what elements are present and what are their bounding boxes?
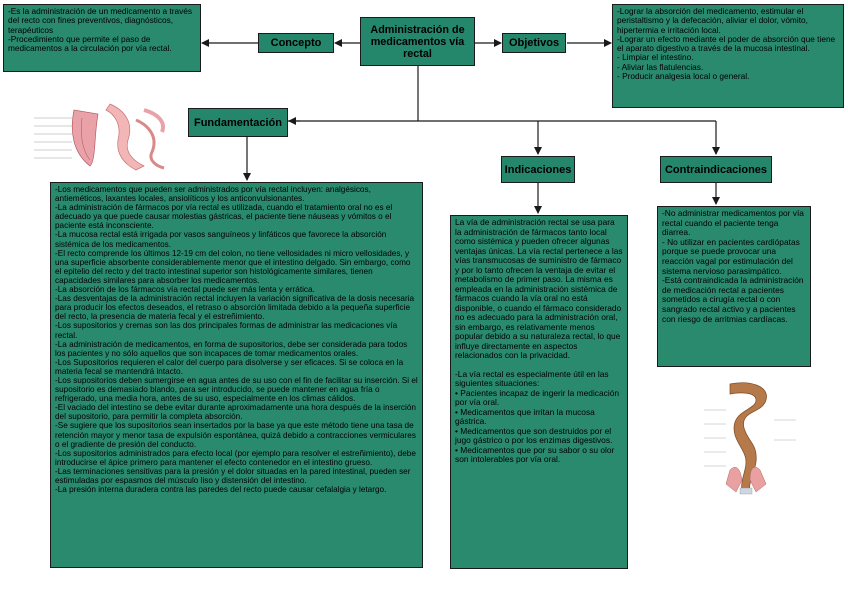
- contraindicaciones-line: -Está contraindicada la administración de medicación rectal a pacientes sometidos a cirugía rectal o con sangrado rectal activo y a pacientes con riesgo de arritmias cardíacas.: [662, 275, 804, 324]
- contraindicaciones-text-box: [657, 206, 811, 367]
- fundamentacion-line: -Las terminaciones sensitivas para la presión y el dolor situadas en la pared intestinal, pueden ser estimuladas por espasmos del músculo liso y distensión del intestino.: [55, 466, 411, 485]
- objetivos-label: Objetivos: [508, 37, 560, 49]
- indicaciones-line: • Medicamentos que irritan la mucosa gástrica.: [455, 406, 595, 426]
- indicaciones-text-box: [450, 215, 628, 569]
- indicaciones-line: -La vía rectal es especialmente útil en las siguientes situaciones:: [455, 368, 609, 388]
- objetivos-line: -Lograr la absorción del medicamento, estimular el peristaltismo y la defecación, aliviar el dolor, vómito, hipertermia e irritación local.: [617, 6, 808, 35]
- concepto-node: [258, 33, 334, 53]
- concepto-line: -Procedimiento que permite el paso de medicamentos a la circulación por vía rectal.: [8, 33, 172, 54]
- indicaciones-line: • Medicamentos que son destruidos por el jugo gástrico o por los enzimas digestivos.: [455, 425, 613, 445]
- concepto-line: -Es la administración de un medicamento a través del recto con fines preventivos, diagnósticos, terapéuticos: [8, 6, 193, 35]
- contraindicaciones-line: -No administrar medicamentos por vía rectal cuando el paciente tenga diarrea.: [662, 208, 804, 238]
- objetivos-line: - Limpiar el intestino.: [617, 52, 694, 63]
- fundamentacion-line: -Los supositorios administrados para efecto local (por ejemplo para resolver el estreñimiento), debe introducirse el ápice primero para mantener el efecto contenedor en el intestino grueso.: [55, 448, 416, 467]
- fundamentacion-line: -La administración de medicamentos, en forma de supositorios, debe ser considerada para todos los pacientes y no sólo aquellos que son incapaces de tomar medicamentos orales.: [55, 339, 408, 358]
- fundamentacion-line: -Las desventajas de la administración rectal incluyen la variación significativa de la dosis necesaria para producir los efectos deseados, el retraso o absorción limitada debido a la pequeña superficie del recto, la presencia de materia fecal y el estreñimiento.: [55, 294, 415, 322]
- fundamentacion-line: -Los Supositorios requieren el calor del cuerpo para disolverse y ser eficaces. Si se coloca en la materia fecal se mantendrá intacto.: [55, 357, 404, 376]
- contraindicaciones-node: [660, 156, 772, 183]
- rectum-anatomy-illustration: [32, 100, 182, 172]
- indicaciones-line: • Medicamentos que por su sabor o su olor son intolerables por vía oral.: [455, 444, 615, 464]
- indicaciones-line: • Pacientes incapaz de ingerir la medicación por vía oral.: [455, 387, 620, 407]
- objetivos-line: -Lograr un efecto mediante el poder de absorción que tiene el aparato digestivo a través de la mucosa intestinal.: [617, 33, 836, 54]
- title-node: [360, 17, 475, 66]
- fundamentacion-text-box: [50, 182, 423, 568]
- fundamentacion-line: -El vaciado del intestino se debe evitar durante aproximadamente una hora después de la inserción del supositorio, para permitir la completa absorción.: [55, 403, 416, 422]
- fundamentacion-line: -Los supositorios deben sumergirse en agua antes de su uso con el fin de facilitar su inserción. Si el supositorio es demasiado blando, para ser introducido, se puede mantener en agua fría o refrigerado, una media hora, antes de su uso, especialmente en los climas cálidos.: [55, 375, 418, 404]
- concepto-text-box: [3, 4, 201, 72]
- indicaciones-node: [501, 156, 575, 183]
- fundamentacion-line: -El recto comprende los últimos 12-19 cm del colon, no tiene vellosidades ni micro vellosidades, y una superficie absorbente considerablemente menor que el intestino delgado. Sin embargo, como el epitelio del recto y del tracto intestinal superior son histológicamente similares, tienen capacidades similares para absorber los medicamentos.: [55, 248, 411, 285]
- objetivos-line: - Aliviar las flatulencias.: [617, 61, 704, 72]
- fundamentacion-line: -La administración de fármacos por vía rectal es utilizada, cuando el tratamiento oral no es el adecuado ya que puede causar molestias gástricas, el paciente tiene náuseas y vómitos o el paciente está inconsciente.: [55, 203, 393, 231]
- title-label: Administración de medicamentos vía rectal: [370, 23, 465, 60]
- concepto-label: Concepto: [270, 37, 322, 49]
- fundamentacion-line: -Los supositorios y cremas son las dos principales formas de administrar las medicaciones vía rectal.: [55, 321, 398, 340]
- fundamentacion-line: -La mucosa rectal está irrigada por vasos sanguíneos y linfáticos que favorece la absorción sistémica de los medicamentos.: [55, 230, 387, 249]
- contraindicaciones-line: - No utilizar en pacientes cardiópatas porque se puede provocar una reacción vagal por estimulación del sistema nervioso parasimpático.: [662, 236, 800, 276]
- indicaciones-label: Indicaciones: [504, 163, 572, 176]
- objetivos-line: - Producir analgesia local o general.: [617, 71, 750, 82]
- fundamentacion-node: [188, 108, 288, 137]
- fundamentacion-label: Fundamentación: [193, 116, 282, 129]
- colon-anatomy-illustration: [700, 380, 800, 500]
- objetivos-text-box: [612, 4, 844, 108]
- fundamentacion-line: -Se sugiere que los supositorios sean insertados por la base ya que este método tiene una tasa de retención mayor y menor tasa de expulsión espontánea, quizá debido a contracciones vermiculares o el gradiente de presión del conducto.: [55, 421, 416, 449]
- objetivos-node: [502, 33, 566, 53]
- fundamentacion-line: -La presión interna duradera contra las paredes del recto puede causar cefalalgia y letargo.: [55, 485, 387, 495]
- indicaciones-line: La vía de administración rectal se usa para la administración de fármacos tanto local como sistémica y pueden ofrecer algunas ventajas únicas. La vía rectal pertenece a las vías transmucosas de suministro de fármaco y por lo tanto ofrecen la ventaja de evitar el metabolismo de primer paso. La misma es empleada en la administración sistémica de fármacos cuando la vía oral no está disponible, o cuando el fármaco considerado no es adecuado para la administración oral, sin embargo, es relativamente menos popular debido a su naturaleza rectal, lo que influye directamente en aspectos relacionados con la privacidad.: [455, 217, 623, 360]
- fundamentacion-line: -La absorción de los fármacos vía rectal puede ser más lenta y errática.: [55, 285, 315, 295]
- contraindicaciones-label: Contraindicaciones: [664, 163, 768, 176]
- fundamentacion-line: -Los medicamentos que pueden ser administrados por vía rectal incluyen: analgésicos, antieméticos, laxantes locales, ansiolíticos y los anticonvulsionantes.: [55, 185, 371, 204]
